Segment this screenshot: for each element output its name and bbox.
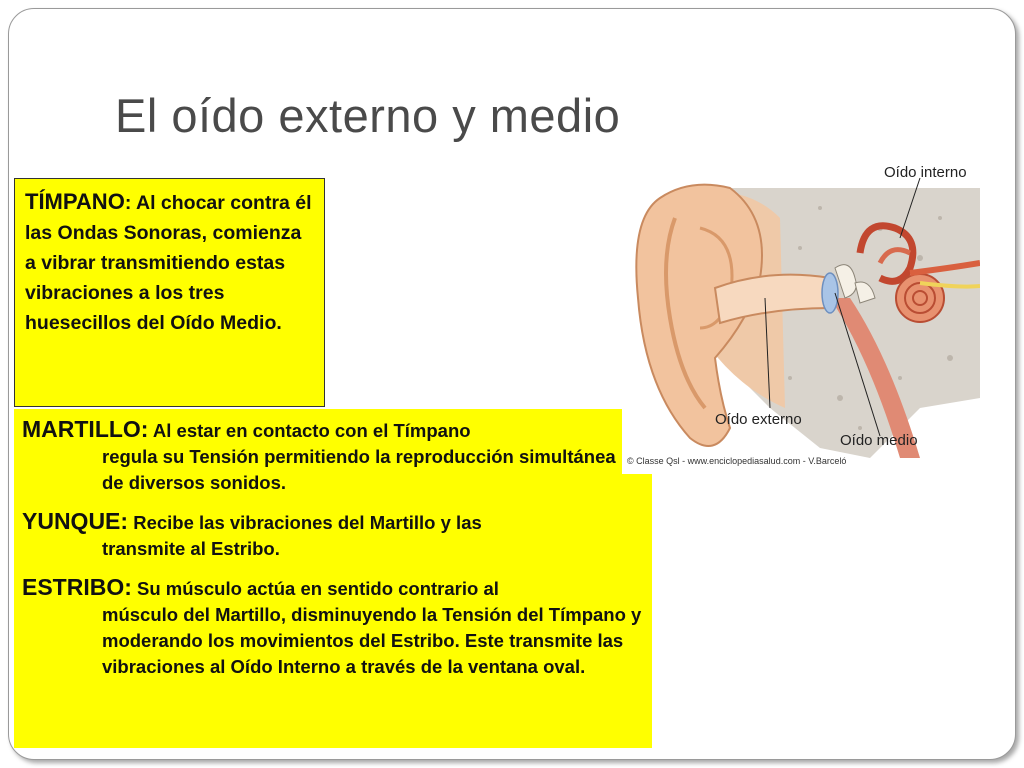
label-inner-ear: Oído interno (884, 164, 967, 181)
slide-title: El oído externo y medio (115, 89, 621, 142)
estribo-heading: ESTRIBO: (22, 574, 132, 600)
yunque-rest: transmite al Estribo. (102, 538, 280, 559)
yunque-line1: Recibe las vibraciones del Martillo y las (128, 512, 482, 533)
estribo-line1: Su músculo actúa en sentido contrario al (131, 578, 499, 599)
martillo-heading: MARTILLO: (22, 416, 149, 442)
estribo-paragraph (22, 574, 642, 680)
yunque-paragraph (22, 508, 642, 562)
image-credit: © Classe Qsl - www.enciclopediasalud.com - V.Barceló (627, 456, 847, 466)
martillo-paragraph (22, 416, 642, 496)
tympan-heading: TÍMPANO (25, 189, 125, 214)
ossicles-text (22, 416, 642, 692)
label-middle-ear: Oído medio (840, 432, 918, 449)
estribo-rest: músculo del Martillo, disminuyendo la Tensión del Tímpano y moderando los movimientos del Estribo. Este transmite las vibraciones al Oído Interno a través de la ventana oval. (102, 604, 642, 677)
martillo-line1: Al estar en contacto con el Tímpano (148, 420, 471, 441)
tympan-text: : Al chocar contra él las Ondas Sonoras, comienza a vibrar transmitiendo estas vibraciones a los tres huesecillos del Oído Medio. (25, 192, 312, 334)
tympan-box (14, 178, 325, 407)
yunque-heading: YUNQUE: (22, 508, 129, 534)
martillo-rest: regula su Tensión permitiendo la reproducción simultánea de diversos sonidos. (102, 446, 616, 493)
label-outer-ear: Oído externo (715, 411, 802, 428)
